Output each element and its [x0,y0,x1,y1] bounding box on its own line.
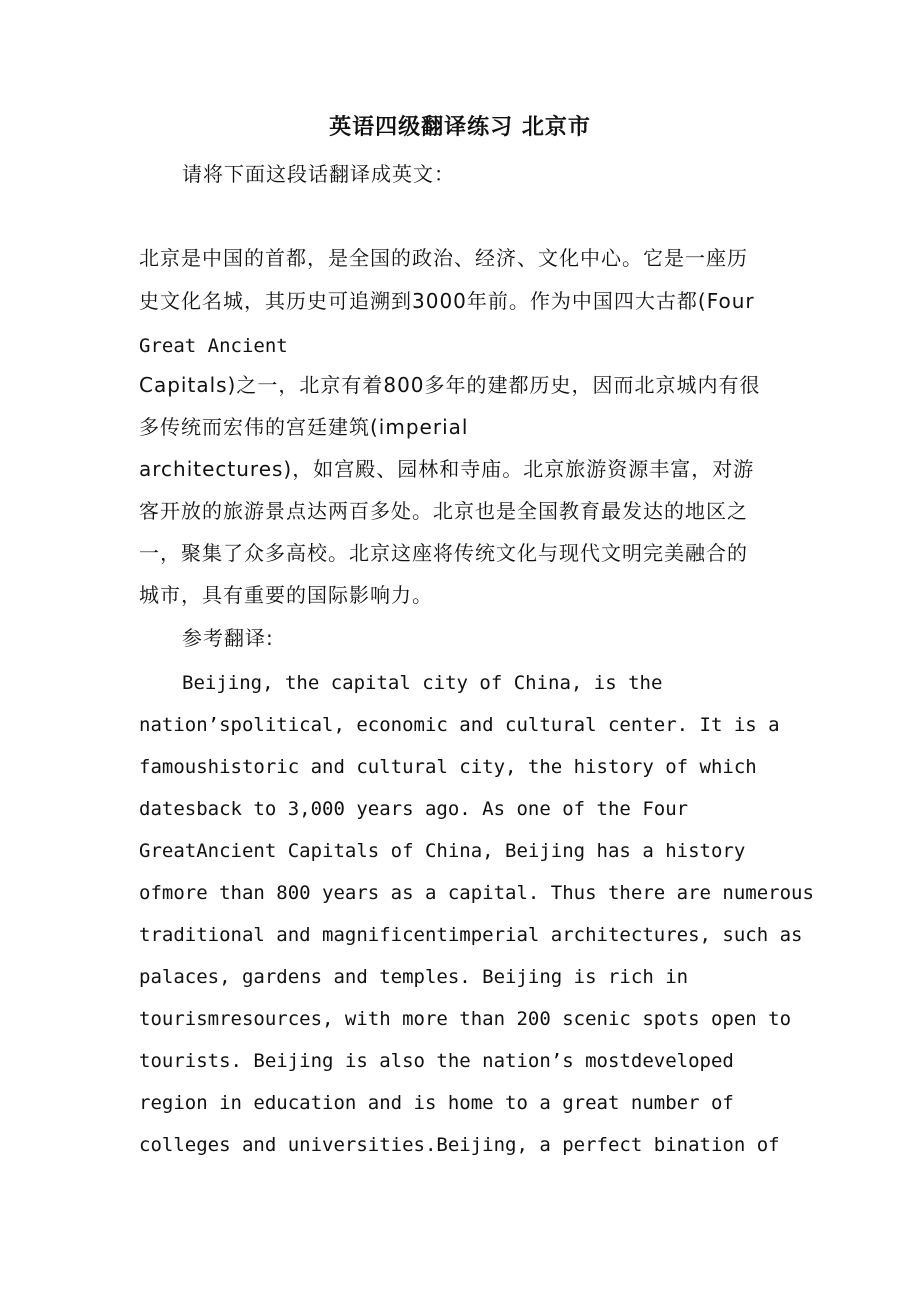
translation-line: Beijing, the capital city of China, is the [182,672,663,694]
source-line: 城市，具有重要的国际影响力。 [139,583,433,607]
source-line: 多传统而宏伟的宫廷建筑(imperial [139,415,469,439]
translation-line: GreatAncient Capitals of China, Beijing has a history [139,840,746,862]
source-line: Great Ancient [139,335,288,357]
source-line: 北京是中国的首都，是全国的政治、经济、文化中心。它是一座历 [139,246,748,270]
translation-line: traditional and magnificentimperial architectures, such as [139,924,803,946]
instruction-text: 请将下面这段话翻译成英文： [182,162,455,186]
translation-line: palaces, gardens and temples. Beijing is rich in [139,966,689,988]
source-line: architectures)，如宫殿、园林和寺庙。北京旅游资源丰富，对游 [139,457,755,481]
translation-line: datesback to 3,000 years ago. As one of the Four [139,798,689,820]
translation-line: tourists. Beijing is also the nation’s mostdeveloped [139,1050,734,1072]
translation-line: ofmore than 800 years as a capital. Thus there are numerous [139,882,814,904]
source-line: 史文化名城，其历史可追溯到3000年前。作为中国四大古都(Four [139,289,755,313]
page-title: 英语四级翻译练习 北京市 [329,114,591,140]
source-line: 客开放的旅游景点达两百多处。北京也是全国教育最发达的地区之 [139,499,748,523]
translation-line: colleges and universities.Beijing, a perfect bination of [139,1134,780,1156]
translation-line: nation’spolitical, economic and cultural center. It is a [139,714,780,736]
reference-label: 参考翻译: [182,626,274,650]
translation-line: tourismresources, with more than 200 scenic spots open to [139,1008,792,1030]
source-line: Capitals)之一，北京有着800多年的建都历史，因而北京城内有很 [139,373,761,397]
translation-line: famoushistoric and cultural city, the history of which [139,756,757,778]
translation-line: region in education and is home to a great number of [139,1092,734,1114]
source-line: 一，聚集了众多高校。北京这座将传统文化与现代文明完美融合的 [139,541,748,565]
